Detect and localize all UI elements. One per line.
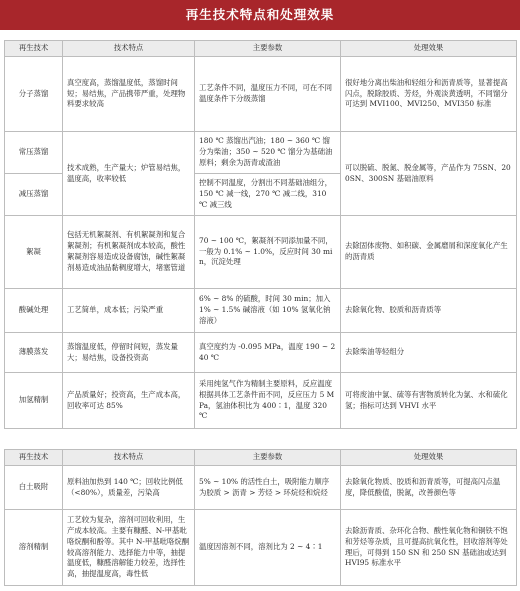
effect-cell: 去除柴油等轻组分 bbox=[341, 333, 517, 373]
table-row bbox=[5, 510, 517, 586]
features-cell: 工艺较为复杂，溶剂可回收利用，生产成本较高。主要有糠醛、N-甲基吡咯烷酮和酚等。其中 N-甲基吡咯烷酮较高溶剂能力、选择能力中等，抽提温度低，糠醛溶解能力较差，选择性高，抽提温度高，毒性低 bbox=[63, 510, 195, 586]
header-effect: 处理效果 bbox=[341, 450, 517, 466]
tech-cell: 常压蒸馏 bbox=[5, 132, 63, 174]
params-cell: 温度因溶剂不同，溶剂比为 2 ~ 4∶1 bbox=[195, 510, 341, 586]
tech-cell: 薄膜蒸发 bbox=[5, 333, 63, 373]
regeneration-table-continued bbox=[4, 449, 517, 586]
params-cell: 180 ℃ 蒸馏出汽油；180 ~ 360 ℃ 馏分为柴油；350 ~ 520 ℃ 馏分为基础油原料；剩余为沥青或渣油 bbox=[195, 132, 341, 174]
params-cell: 70 ~ 100 ℃，絮凝剂不同添加量不同，一般为 0.1% ~ 1.0%，反应时间 30 min，沉淀处理 bbox=[195, 216, 341, 289]
table-row bbox=[5, 333, 517, 373]
tech-cell: 酸碱处理 bbox=[5, 289, 63, 333]
header-params: 主要参数 bbox=[195, 450, 341, 466]
table-row bbox=[5, 57, 517, 132]
table-header-row bbox=[5, 450, 517, 466]
features-cell: 包括无机絮凝剂、有机絮凝剂和复合絮凝剂；有机絮凝剂成本较高，酸性絮凝剂容易造成设备腐蚀，碱性絮凝剂易造成油品黏稠度增大，堵塞管道 bbox=[63, 216, 195, 289]
tech-cell: 加氢精制 bbox=[5, 373, 63, 429]
features-cell: 原料油加热到 140 ℃；回收比例低（<80%），质量差，污染高 bbox=[63, 466, 195, 510]
page-title: 再生技术特点和处理效果 bbox=[0, 0, 520, 30]
table-row bbox=[5, 289, 517, 333]
features-cell: 工艺简单，成本低；污染严重 bbox=[63, 289, 195, 333]
params-cell: 5% ~ 10% 的活性白土，吸附能力顺序为胶质 > 沥青 > 芳烃 > 环烷烃和烷烃 bbox=[195, 466, 341, 510]
header-effect: 处理效果 bbox=[341, 41, 517, 57]
table-row bbox=[5, 373, 517, 429]
params-cell: 采用纯氢气作为精制主要原料，反应温度根据具体工艺条件而不同，反应压力 5 MPa，氢油体积比为 400∶1，温度 320 ℃ bbox=[195, 373, 341, 429]
header-tech: 再生技术 bbox=[5, 41, 63, 57]
header-tech: 再生技术 bbox=[5, 450, 63, 466]
regeneration-table bbox=[4, 40, 517, 429]
header-features: 技术特点 bbox=[63, 41, 195, 57]
tech-cell: 分子蒸馏 bbox=[5, 57, 63, 132]
effect-cell: 很好地分离出柴油和轻组分和沥青质等，显著提高闪点，脱除胶质、芳烃，外观淡黄透明，不同馏分可达到 MVI100、MVI250、MVI350 标准 bbox=[341, 57, 517, 132]
params-cell: 控制不同温度，分割出不同基础油组分，150 ℃ 减一线，270 ℃ 减二线，310 ℃ 减三线 bbox=[195, 174, 341, 216]
header-features: 技术特点 bbox=[63, 450, 195, 466]
tech-cell: 絮凝 bbox=[5, 216, 63, 289]
params-cell: 工艺条件不同，温度压力不同，可在不同温度条件下分级蒸馏 bbox=[195, 57, 341, 132]
effect-cell: 去除氧化物、胶质和沥青质等 bbox=[341, 289, 517, 333]
features-cell: 技术成熟，生产量大；炉管易结焦，温度高，收率较低 bbox=[63, 132, 195, 216]
tech-cell: 溶剂精制 bbox=[5, 510, 63, 586]
table-row bbox=[5, 216, 517, 289]
header-params: 主要参数 bbox=[195, 41, 341, 57]
table-row bbox=[5, 132, 517, 174]
table-header-row bbox=[5, 41, 517, 57]
tech-cell: 减压蒸馏 bbox=[5, 174, 63, 216]
table-row bbox=[5, 466, 517, 510]
features-cell: 真空度高，蒸馏温度低，蒸馏时间短；易结焦，产品携带严重，处理物料要求较高 bbox=[63, 57, 195, 132]
effect-cell: 去除固体废物、如积碳、金属磨屑和深度氧化产生的沥青质 bbox=[341, 216, 517, 289]
features-cell: 产品质量好；投资高，生产成本高，回收率可达 85% bbox=[63, 373, 195, 429]
features-cell: 蒸馏温度低，停留时间短，蒸发量大；易结焦，设备投资高 bbox=[63, 333, 195, 373]
effect-cell: 去除氧化物质、胶质和沥青质等，可提高闪点温度，降低酸值，脱氮，改善颜色等 bbox=[341, 466, 517, 510]
effect-cell: 可以脱硫、脱氮、脱金属等，产品作为 75SN、200SN、300SN 基础油原料 bbox=[341, 132, 517, 216]
params-cell: 6% ~ 8% 的硫酸，时间 30 min；加入 1% ~ 1.5% 碱溶液（如 10% 氢氧化钠溶液） bbox=[195, 289, 341, 333]
effect-cell: 可将废油中氯、硫等有害物质转化为氯、水和硫化氢；指标可达到 VHVI 水平 bbox=[341, 373, 517, 429]
params-cell: 真空度约为 -0.095 MPa，温度 190 ~ 240 ℃ bbox=[195, 333, 341, 373]
tech-cell: 白土吸附 bbox=[5, 466, 63, 510]
effect-cell: 去除沥青质、杂环化合物、酸性氧化物和铜铁不饱和芳烃等杂质，且可提高抗氧化性，回收溶剂等处理后，可得到 150 SN 和 250 SN 基础油或达到 HVI95 标准水平 bbox=[341, 510, 517, 586]
